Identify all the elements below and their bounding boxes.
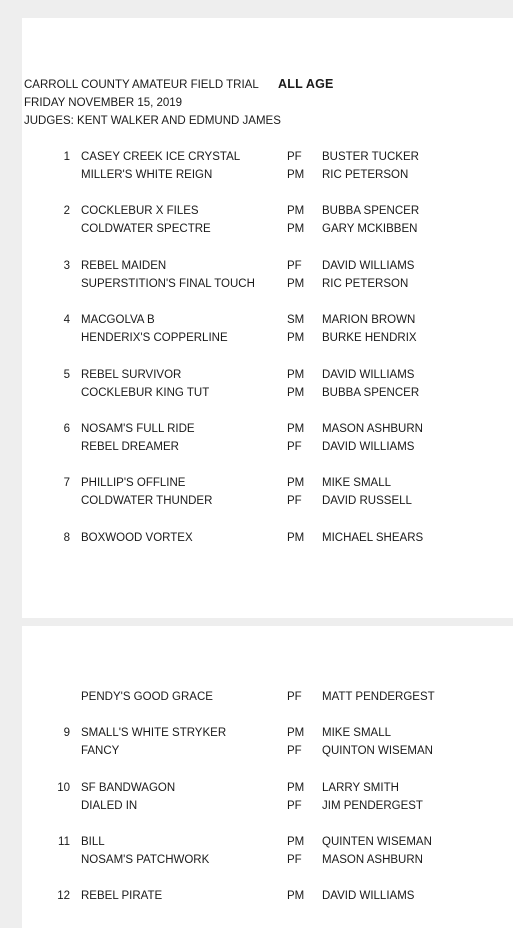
dog-name: REBEL SURVIVOR xyxy=(81,369,182,381)
entry-row xyxy=(22,205,513,223)
dog-name: REBEL MAIDEN xyxy=(81,260,167,272)
brace-number: 11 xyxy=(58,836,70,848)
handler-name: MASON ASHBURN xyxy=(322,423,423,435)
entry-row xyxy=(22,314,513,332)
dog-sex: PF xyxy=(287,441,302,453)
dog-sex: PM xyxy=(287,278,305,290)
entry-row xyxy=(22,151,513,169)
entry-row xyxy=(22,369,513,387)
dog-sex: PM xyxy=(287,332,305,344)
handler-name: BUSTER TUCKER xyxy=(322,151,419,163)
brace-number: 12 xyxy=(57,890,70,902)
entry-row xyxy=(22,800,513,818)
handler-name: DAVID WILLIAMS xyxy=(322,890,415,902)
dog-name: COCKLEBUR KING TUT xyxy=(81,387,210,399)
dog-sex: PM xyxy=(287,727,305,739)
handler-name: RIC PETERSON xyxy=(322,278,409,290)
entry-row xyxy=(22,387,513,405)
dog-sex: PM xyxy=(287,205,305,217)
dog-name: REBEL PIRATE xyxy=(81,890,163,902)
handler-name: BUBBA SPENCER xyxy=(322,205,420,217)
dog-name: PHILLIP'S OFFLINE xyxy=(81,477,186,489)
handler-name: DAVID WILLIAMS xyxy=(322,369,415,381)
dog-name: HENDERIX'S COPPERLINE xyxy=(81,332,228,344)
brace-number: 10 xyxy=(57,782,70,794)
entry-row xyxy=(22,423,513,441)
brace-number: 7 xyxy=(63,477,70,489)
brace-number: 6 xyxy=(63,423,70,435)
dog-name: COLDWATER SPECTRE xyxy=(81,223,211,235)
entry-row xyxy=(22,495,513,513)
dog-name: REBEL DREAMER xyxy=(81,441,179,453)
handler-name: MICHAEL SHEARS xyxy=(322,532,424,544)
dog-sex: PF xyxy=(287,151,302,163)
handler-name: LARRY SMITH xyxy=(322,782,399,794)
entry-row xyxy=(22,441,513,459)
dog-name: NOSAM'S FULL RIDE xyxy=(81,423,195,435)
entry-row xyxy=(22,727,513,745)
handler-name: MIKE SMALL xyxy=(322,477,392,489)
dog-name: CASEY CREEK ICE CRYSTAL xyxy=(81,151,241,163)
handler-name: DAVID WILLIAMS xyxy=(322,441,415,453)
handler-name: JIM PENDERGEST xyxy=(322,800,423,812)
entry-row xyxy=(22,836,513,854)
dog-sex: PM xyxy=(287,169,305,181)
dog-name: PENDY'S GOOD GRACE xyxy=(81,691,213,703)
handler-name: MIKE SMALL xyxy=(322,727,392,739)
handler-name: BURKE HENDRIX xyxy=(322,332,417,344)
dog-sex: PM xyxy=(287,782,305,794)
brace-number: 3 xyxy=(63,260,70,272)
handler-name: BUBBA SPENCER xyxy=(322,387,420,399)
entry-row xyxy=(22,260,513,278)
dog-sex: PF xyxy=(287,691,302,703)
dog-name: BOXWOOD VORTEX xyxy=(81,532,193,544)
event-type: ALL AGE xyxy=(278,77,334,91)
handler-name: GARY MCKIBBEN xyxy=(322,223,418,235)
document-page-2 xyxy=(22,626,513,928)
dog-sex: PM xyxy=(287,836,305,848)
entry-row xyxy=(22,278,513,296)
dog-sex: PM xyxy=(287,369,305,381)
handler-name: MATT PENDERGEST xyxy=(322,691,435,703)
judges-line: JUDGES: KENT WALKER AND EDMUND JAMES xyxy=(24,115,281,127)
brace-number: 2 xyxy=(63,205,70,217)
dog-sex: PF xyxy=(287,800,302,812)
handler-name: DAVID WILLIAMS xyxy=(322,260,415,272)
dog-sex: PF xyxy=(287,854,302,866)
handler-name: MARION BROWN xyxy=(322,314,416,326)
dog-sex: PF xyxy=(287,745,302,757)
dog-name: COLDWATER THUNDER xyxy=(81,495,213,507)
dog-name: BILL xyxy=(81,836,105,848)
entry-row xyxy=(22,782,513,800)
dog-name: MACGOLVA B xyxy=(81,314,155,326)
entry-row xyxy=(22,854,513,872)
brace-number: 1 xyxy=(63,151,70,163)
dog-name: SMALL'S WHITE STRYKER xyxy=(81,727,227,739)
dog-sex: PM xyxy=(287,423,305,435)
dog-sex: PM xyxy=(287,387,305,399)
entry-row xyxy=(22,477,513,495)
dog-sex: PM xyxy=(287,890,305,902)
dog-name: NOSAM'S PATCHWORK xyxy=(81,854,210,866)
trial-date: FRIDAY NOVEMBER 15, 2019 xyxy=(24,97,183,109)
entry-row xyxy=(22,745,513,763)
entry-row xyxy=(22,332,513,350)
handler-name: QUINTON WISEMAN xyxy=(322,745,433,757)
dog-name: MILLER'S WHITE REIGN xyxy=(81,169,213,181)
dog-sex: PM xyxy=(287,477,305,489)
dog-name: SF BANDWAGON xyxy=(81,782,176,794)
dog-name: FANCY xyxy=(81,745,120,757)
entry-row xyxy=(22,223,513,241)
handler-name: QUINTEN WISEMAN xyxy=(322,836,432,848)
entry-row xyxy=(22,691,513,709)
dog-name: COCKLEBUR X FILES xyxy=(81,205,199,217)
entry-row xyxy=(22,532,513,550)
brace-number: 4 xyxy=(63,314,70,326)
handler-name: RIC PETERSON xyxy=(322,169,409,181)
dog-sex: PM xyxy=(287,532,305,544)
dog-name: SUPERSTITION'S FINAL TOUCH xyxy=(81,278,255,290)
dog-sex: PF xyxy=(287,260,302,272)
document-page-1 xyxy=(22,18,513,618)
entry-row xyxy=(22,169,513,187)
brace-number: 9 xyxy=(63,727,70,739)
dog-sex: SM xyxy=(287,314,305,326)
handler-name: MASON ASHBURN xyxy=(322,854,423,866)
trial-title: CARROLL COUNTY AMATEUR FIELD TRIAL xyxy=(24,79,259,91)
dog-name: DIALED IN xyxy=(81,800,138,812)
brace-number: 5 xyxy=(63,369,70,381)
dog-sex: PF xyxy=(287,495,302,507)
entry-row xyxy=(22,890,513,908)
dog-sex: PM xyxy=(287,223,305,235)
brace-number: 8 xyxy=(63,532,70,544)
handler-name: DAVID RUSSELL xyxy=(322,495,412,507)
